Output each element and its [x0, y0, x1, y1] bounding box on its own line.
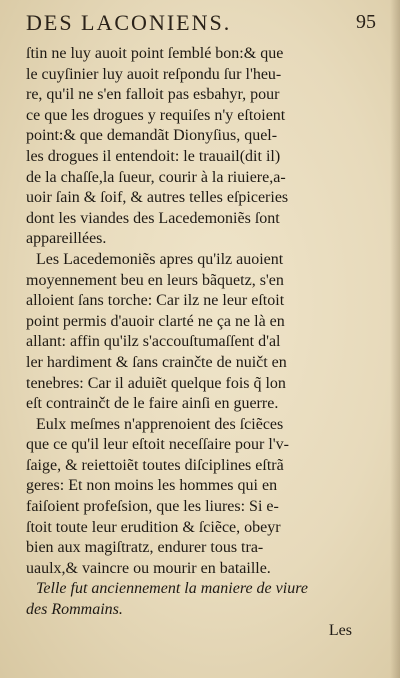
text-line: geres: Et non moins les hommes qui en — [26, 477, 278, 495]
text-line: le cuyſinier luy auoit reſpondu ſur l'heu- — [26, 65, 282, 83]
text-line: ſtin ne luy auoit point ſemblé bon:& que — [26, 45, 284, 62]
text-line: les drogues il entendoit: le trauail(dit il) — [26, 147, 281, 165]
italic-closing-line: Telle fut anciennement la maniere de viure — [36, 580, 308, 598]
text-line: uaulx,& vaincre ou mourir en bataille. — [26, 559, 271, 577]
text-line: tenebres: Car il aduiẽt quelque fois q̃ lon — [26, 374, 286, 392]
text-line: ler hardiment & ſans crainčte de nuičt en — [26, 353, 287, 371]
text-line: de la chaſſe,la ſueur, courir à la riuiere,a- — [26, 168, 286, 186]
text-line: bien aux magiſtratz, endurer tous tra- — [26, 539, 264, 557]
text-line: point:& que demandãt Dionyſius, quel- — [26, 127, 278, 145]
paragraph-start-line: Eulx meſmes n'apprenoient des ſciẽces — [36, 415, 284, 433]
running-title: DES LACONIENS. — [26, 10, 232, 35]
text-line: re, qu'il ne s'en falloit pas esbahyr, pour — [26, 86, 280, 104]
italic-closing-line: des Rommains. — [26, 601, 123, 619]
page-number: 95 — [356, 11, 376, 33]
text-line: que ce qu'il leur eſtoit neceſſaire pour l'v- — [26, 436, 289, 454]
paragraph-start-line: Les Lacedemoniẽs apres qu'ilz auoient — [36, 250, 284, 268]
text-line: moyennement beu en leurs bãquetz, s'en — [26, 271, 284, 289]
text-line: alloient ſans torche: Car ilz ne leur eſtoit — [26, 292, 285, 310]
text-line: eſt contrainčt de le faire ainſi en guerre. — [26, 395, 279, 413]
text-line: uoir ſain & ſoif, & autres telles eſpiceries — [26, 189, 289, 207]
page-edge-shadow — [390, 0, 400, 678]
text-line: ce que les drogues y requiſes n'y eſtoient — [26, 106, 286, 124]
catchword: Les — [328, 622, 352, 639]
text-line: point permis d'auoir clarté ne ça ne là en — [26, 312, 285, 330]
text-line: ſaige, & reiettoiẽt toutes diſciplines eſtrã — [26, 456, 284, 474]
page-header — [26, 10, 376, 40]
body-text — [26, 44, 344, 621]
text-line: allant: affin qu'ilz s'accouſtumaſſent d'al — [26, 333, 281, 351]
text-line: ſtoit toute leur erudition & ſciẽce, obeyr — [26, 518, 281, 536]
text-line: dont les viandes des Lacedemoniẽs ſont — [26, 209, 280, 227]
text-line: appareillées. — [26, 230, 107, 248]
text-line: faiſoient profeſsion, que les liures: Si e- — [26, 498, 279, 516]
